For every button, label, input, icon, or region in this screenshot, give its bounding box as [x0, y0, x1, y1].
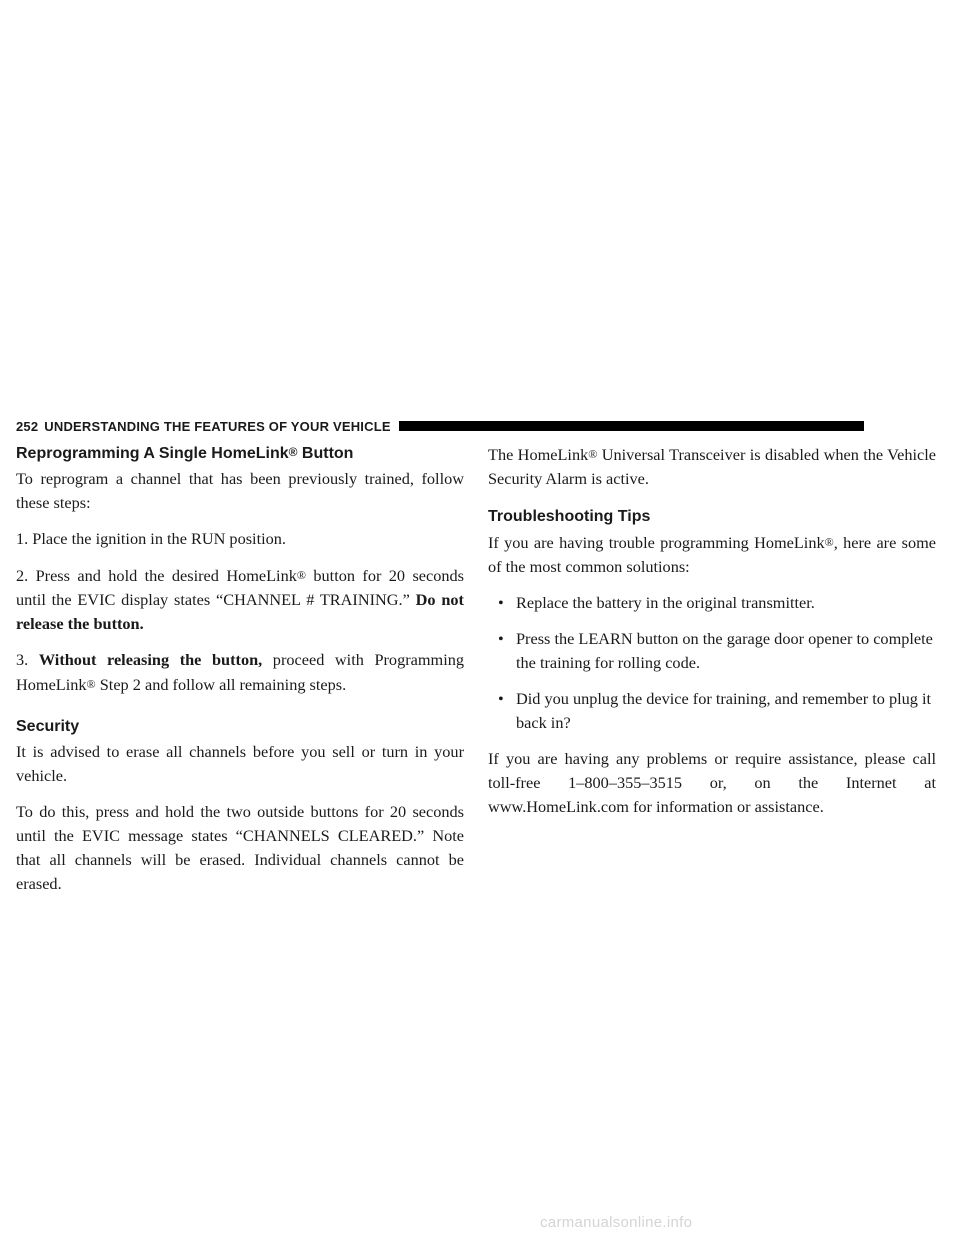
registered-mark: ® [296, 568, 306, 582]
page-number: 252 [16, 418, 39, 434]
running-section-title: UNDERSTANDING THE FEATURES OF YOUR VEHICLE [44, 418, 391, 434]
step-2: 2. Press and hold the desired HomeLink® button for 20 seconds until the EVIC display states “CHANNEL # TRAINING.” Do not release the button. [16, 566, 465, 633]
list-item: • Replace the battery in the original transmitter. [488, 591, 936, 615]
left-column [16, 442, 464, 908]
registered-mark: ® [824, 535, 834, 549]
right-column [488, 442, 936, 831]
solutions-list [488, 591, 936, 735]
step-2-warning: Do not release the button. [16, 590, 464, 633]
heading-security: Security [16, 718, 80, 735]
reprogram-intro: To reprogram a channel that has been previously trained, follow these steps: [16, 469, 464, 512]
troubleshooting-intro: If you are having trouble programming HomeLink®, here are some of the most common solutions: [488, 533, 936, 576]
bullet-icon: • [498, 593, 504, 612]
list-item: • Did you unplug the device for training, and remember to plug it back in? [498, 689, 932, 732]
transceiver-note: The HomeLink® Universal Transceiver is disabled when the Vehicle Security Alarm is active. [488, 445, 937, 488]
heading-troubleshooting: Troubleshooting Tips [488, 508, 651, 525]
security-paragraph-2: To do this, press and hold the two outside buttons for 20 seconds until the EVIC message states “CHANNELS CLEARED.” Note that all channels will be erased. Individual channels cannot be erased. [16, 802, 464, 893]
registered-mark: ® [288, 445, 298, 459]
step-1: 1. Place the ignition in the RUN position. [16, 529, 286, 548]
page-header [16, 417, 864, 435]
bullet-icon: • [498, 629, 504, 648]
heading-reprogramming: Reprogramming A Single HomeLink® Button [16, 445, 354, 462]
header-rule [399, 421, 864, 431]
security-paragraph-1: It is advised to erase all channels before you sell or turn in your vehicle. [16, 742, 464, 785]
bullet-icon: • [498, 689, 504, 708]
step-3-emphasis: Without releasing the button, [38, 650, 263, 669]
registered-mark: ® [86, 677, 96, 691]
assistance-paragraph: If you are having any problems or require assistance, please call toll-free 1–800–355–3515 or, on the Internet at www.HomeLink.com for information or assistance. [488, 749, 936, 816]
step-3: 3. Without releasing the button, proceed with Programming HomeLink® Step 2 and follow all remaining steps. [16, 650, 464, 694]
registered-mark: ® [588, 447, 598, 461]
watermark: carmanualsonline.info [540, 1214, 693, 1231]
list-item: • Press the LEARN button on the garage door opener to complete the training for rolling code. [498, 629, 933, 672]
